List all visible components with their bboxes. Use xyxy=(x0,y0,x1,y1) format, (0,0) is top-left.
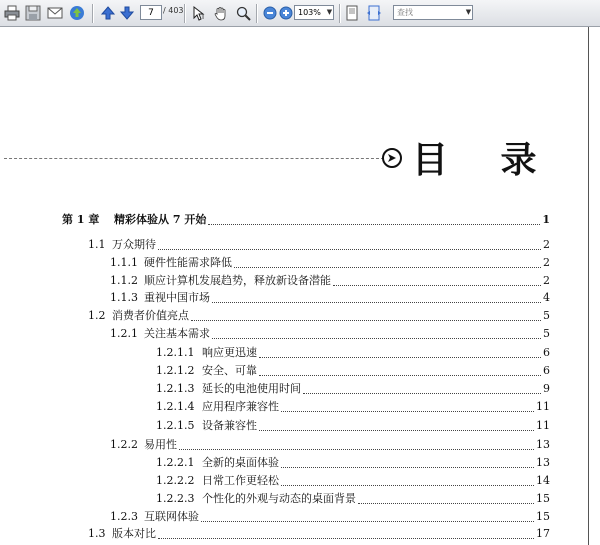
toc-entry[interactable] xyxy=(110,436,550,453)
chevron-down-icon[interactable]: ▼ xyxy=(465,8,472,16)
toc-entry[interactable] xyxy=(110,508,550,525)
fit-page-icon[interactable] xyxy=(343,4,361,22)
toc-leader xyxy=(234,266,541,268)
toc-leader xyxy=(281,410,534,412)
toc-leader xyxy=(259,429,534,431)
toc-leader xyxy=(191,319,541,321)
scrollbar[interactable] xyxy=(588,27,600,545)
toc-entry-number: 1.2.2.2 xyxy=(156,474,195,487)
toc-entry-number: 1.1 xyxy=(88,238,106,251)
toc-entry-page: 13 xyxy=(536,438,550,451)
toc-entry-page: 2 xyxy=(543,274,550,287)
toc-entry[interactable] xyxy=(62,211,550,228)
toc-entry-page: 14 xyxy=(536,474,550,487)
previous-page-icon[interactable] xyxy=(99,4,117,22)
toc-entry[interactable] xyxy=(156,380,550,397)
zoom-in-icon[interactable] xyxy=(277,4,295,22)
toc-entry-number: 1.2 xyxy=(88,309,106,322)
toc-entry-page: 17 xyxy=(536,527,550,540)
toc-leader xyxy=(281,466,534,468)
toc-leader xyxy=(201,520,534,522)
toc-entry-page: 4 xyxy=(543,291,550,304)
toc-leader xyxy=(212,301,541,303)
toc-entry-number: 1.1.1 xyxy=(110,256,138,269)
page-title: 目 录 xyxy=(412,139,557,181)
zoom-value: 103% xyxy=(298,8,321,17)
toc-entry-title: 日常工作更轻松 xyxy=(202,474,279,487)
search-input[interactable] xyxy=(393,5,473,20)
toc-entry-title: 消费者价值亮点 xyxy=(112,309,189,322)
toc-entry[interactable] xyxy=(156,454,550,471)
toc-entry[interactable] xyxy=(110,254,550,271)
next-page-icon[interactable] xyxy=(118,4,136,22)
toc-entry-page: 6 xyxy=(543,364,550,377)
toc-entry-number: 1.2.3 xyxy=(110,510,138,523)
toc-entry[interactable] xyxy=(156,490,550,507)
toc-entry-page: 2 xyxy=(543,238,550,251)
print-icon[interactable] xyxy=(3,4,21,22)
toc-entry-page: 15 xyxy=(536,492,550,505)
page-total: / 403 xyxy=(163,6,184,15)
toc-entry[interactable] xyxy=(110,325,550,342)
toc-entry[interactable] xyxy=(88,236,550,253)
toc-entry-title: 应用程序兼容性 xyxy=(202,400,279,413)
toc-entry-number: 1.2.1.5 xyxy=(156,419,195,432)
toc-entry-number: 1.2.1.3 xyxy=(156,382,195,395)
email-icon[interactable] xyxy=(46,4,64,22)
toc-entry-title: 顺应计算机发展趋势，释放新设备潜能 xyxy=(144,274,331,287)
fit-width-icon[interactable] xyxy=(365,4,383,22)
toc-entry-number: 1.2.1 xyxy=(110,327,138,340)
zoom-tool-icon[interactable] xyxy=(234,4,252,22)
arrow-right-icon xyxy=(382,148,402,168)
toc-entry[interactable] xyxy=(156,344,550,361)
toc-entry[interactable] xyxy=(156,417,550,434)
toc-entry-number: 1.2.2.1 xyxy=(156,456,195,469)
divider xyxy=(4,158,384,159)
toolbar xyxy=(0,0,600,27)
toc-entry[interactable] xyxy=(110,272,550,289)
toc-entry-page: 11 xyxy=(536,400,550,413)
toc-entry[interactable] xyxy=(156,472,550,489)
toc-entry-page: 9 xyxy=(543,382,550,395)
toc-entry-number: 1.2.1.4 xyxy=(156,400,195,413)
toc-entry[interactable] xyxy=(110,289,550,306)
toc-leader xyxy=(208,223,540,225)
toc-entry-title: 设备兼容性 xyxy=(202,419,257,432)
toc-entry-number: 1.2.1.2 xyxy=(156,364,195,377)
toc-entry-title: 互联网体验 xyxy=(144,510,199,523)
hand-tool-icon[interactable] xyxy=(212,4,230,22)
toc-entry-title: 全新的桌面体验 xyxy=(202,456,279,469)
toc-entry-title: 精彩体验从 7 开始 xyxy=(114,213,207,226)
toc-entry-number: 1.2.2.3 xyxy=(156,492,195,505)
toc-leader xyxy=(303,392,541,394)
toc-entry-page: 15 xyxy=(536,510,550,523)
toc-entry-title: 版本对比 xyxy=(112,527,156,540)
upload-icon[interactable] xyxy=(68,4,86,22)
toc-entry[interactable] xyxy=(88,525,550,542)
toc-entry-title: 硬件性能需求降低 xyxy=(144,256,232,269)
save-icon[interactable] xyxy=(24,4,42,22)
toc-entry-page: 11 xyxy=(536,419,550,432)
toc-entry-page: 6 xyxy=(543,346,550,359)
toc-leader xyxy=(333,284,541,286)
toc-entry-page: 5 xyxy=(543,327,550,340)
page-number-input[interactable] xyxy=(140,5,162,20)
toc-entry-number: 1.1.3 xyxy=(110,291,138,304)
toc-leader xyxy=(179,448,534,450)
toc-entry-title: 关注基本需求 xyxy=(144,327,210,340)
toc-leader xyxy=(158,537,534,539)
chevron-down-icon[interactable]: ▼ xyxy=(326,8,333,16)
toc-leader xyxy=(212,337,541,339)
toc-entry-title: 延长的电池使用时间 xyxy=(202,382,301,395)
toc-entry-title: 万众期待 xyxy=(112,238,156,251)
toc-entry-number: 1.2.1.1 xyxy=(156,346,195,359)
toc-entry-number: 1.1.2 xyxy=(110,274,138,287)
toc-leader xyxy=(259,356,541,358)
toc-entry-title: 易用性 xyxy=(144,438,177,451)
toc-entry[interactable] xyxy=(156,362,550,379)
toc-entry-title: 重视中国市场 xyxy=(144,291,210,304)
svg-text:I: I xyxy=(202,13,205,21)
toc-entry[interactable] xyxy=(88,307,550,324)
toc-entry-title: 个性化的外观与动态的桌面背景 xyxy=(202,492,356,505)
toc-entry-number: 1.2.2 xyxy=(110,438,138,451)
toc-entry-page: 2 xyxy=(543,256,550,269)
select-text-icon[interactable] xyxy=(190,4,208,22)
toc-entry-number: 第 1 章 xyxy=(62,213,100,226)
toc-entry[interactable] xyxy=(156,398,550,415)
toc-leader xyxy=(281,484,534,486)
toc-leader xyxy=(158,248,541,250)
toc-entry-page: 5 xyxy=(543,309,550,322)
toc-entry-title: 响应更迅速 xyxy=(202,346,257,359)
toc-entry-page: 13 xyxy=(536,456,550,469)
toc-entry-number: 1.3 xyxy=(88,527,106,540)
toc-entry-page: 1 xyxy=(542,213,550,226)
toc-leader xyxy=(259,374,541,376)
toc-leader xyxy=(358,502,534,504)
toc-entry-title: 安全、可靠 xyxy=(202,364,257,377)
